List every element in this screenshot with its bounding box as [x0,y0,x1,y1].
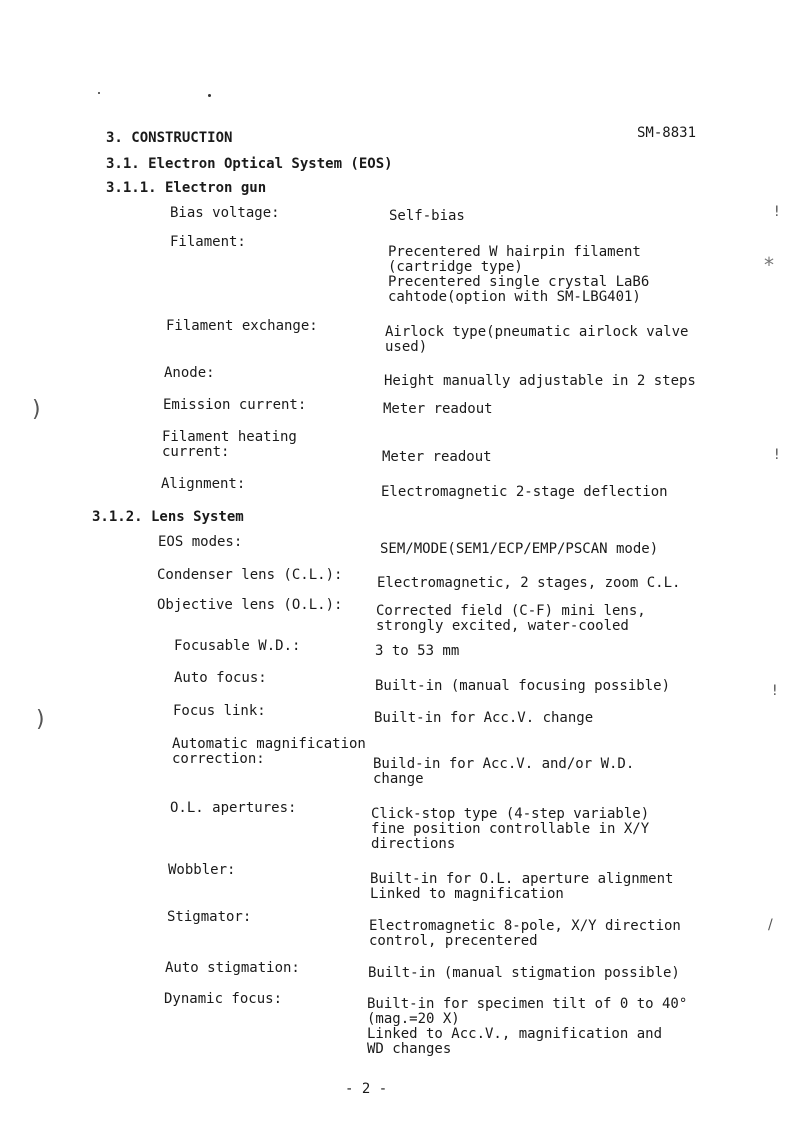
spec-label: Auto stigmation: [165,960,300,976]
spec-value: Self-bias [389,208,465,224]
spec-value: Precentered W hairpin filament (cartridge type) Precentered single crystal LaB6 cahtode(option with SM-LBG401) [388,244,650,305]
margin-mark: ) [36,707,45,732]
margin-mark: * [764,253,774,277]
spec-value: Click-stop type (4-step variable) fine position controllable in X/Y directions [371,806,650,852]
spec-label: Alignment: [161,476,246,492]
spec-value: SEM/MODE(SEM1/ECP/EMP/PSCAN mode) [380,541,659,557]
spec-value: Meter readout [383,401,493,417]
spec-label: Filament exchange: [166,318,318,334]
spec-value: Built-in for specimen tilt of 0 to 40° (mag.=20 X) Linked to Acc.V., magnification and WD changes [367,996,688,1057]
spec-value: Built-in for O.L. aperture alignment Linked to magnification [370,871,674,902]
spec-label: Focusable W.D.: [174,638,301,654]
margin-mark: ! [774,204,780,220]
spec-label: Anode: [164,365,215,381]
spec-value: Electromagnetic 2-stage deflection [381,484,668,500]
spec-label: Automatic magnification [172,736,366,752]
spec-value: Built-in (manual focusing possible) [375,678,671,694]
spec-label: Filament heating current: [162,429,297,460]
spec-label: Filament: [170,234,246,250]
spec-label: O.L. apertures: [170,800,297,816]
spec-label: correction: [172,751,265,767]
spec-value: Electromagnetic, 2 stages, zoom C.L. [377,575,681,591]
spec-label: Objective lens (O.L.): [157,597,343,613]
spec-label: Emission current: [163,397,307,413]
spec-label: Stigmator: [167,909,252,925]
subsection-heading-electron-gun: 3.1.1. Electron gun [106,180,267,196]
spec-label: Bias voltage: [170,205,280,221]
margin-mark: ! [772,683,778,699]
spec-label: Dynamic focus: [164,991,283,1007]
subsection-heading-lens-system: 3.1.2. Lens System [92,509,244,525]
margin-mark: ) [32,397,41,422]
spec-label: Wobbler: [168,862,236,878]
scan-speck [98,92,100,94]
spec-value: Build-in for Acc.V. and/or W.D. change [373,756,635,787]
spec-value: Electromagnetic 8-pole, X/Y direction control, precentered [369,918,681,949]
spec-value: Built-in for Acc.V. change [374,710,594,726]
spec-label: Focus link: [173,703,266,719]
spec-label: Auto focus: [174,670,267,686]
spec-value: 3 to 53 mm [375,643,460,659]
spec-value: Corrected field (C-F) mini lens, strongly excited, water-cooled [376,603,646,634]
scan-speck [208,94,211,97]
page-number: - 2 - [345,1081,388,1097]
spec-value: Meter readout [382,449,492,465]
margin-mark: / [768,917,773,933]
spec-label: EOS modes: [158,534,243,550]
subsection-heading-eos: 3.1. Electron Optical System (EOS) [106,156,393,172]
spec-value: Height manually adjustable in 2 steps [384,373,696,389]
spec-value: Built-in (manual stigmation possible) [368,965,680,981]
section-heading: 3. CONSTRUCTION [106,130,233,146]
spec-value: Airlock type(pneumatic airlock valve used) [385,324,689,355]
spec-label: Condenser lens (C.L.): [157,567,343,583]
margin-mark: ! [774,447,780,463]
document-number: SM-8831 [637,125,697,141]
